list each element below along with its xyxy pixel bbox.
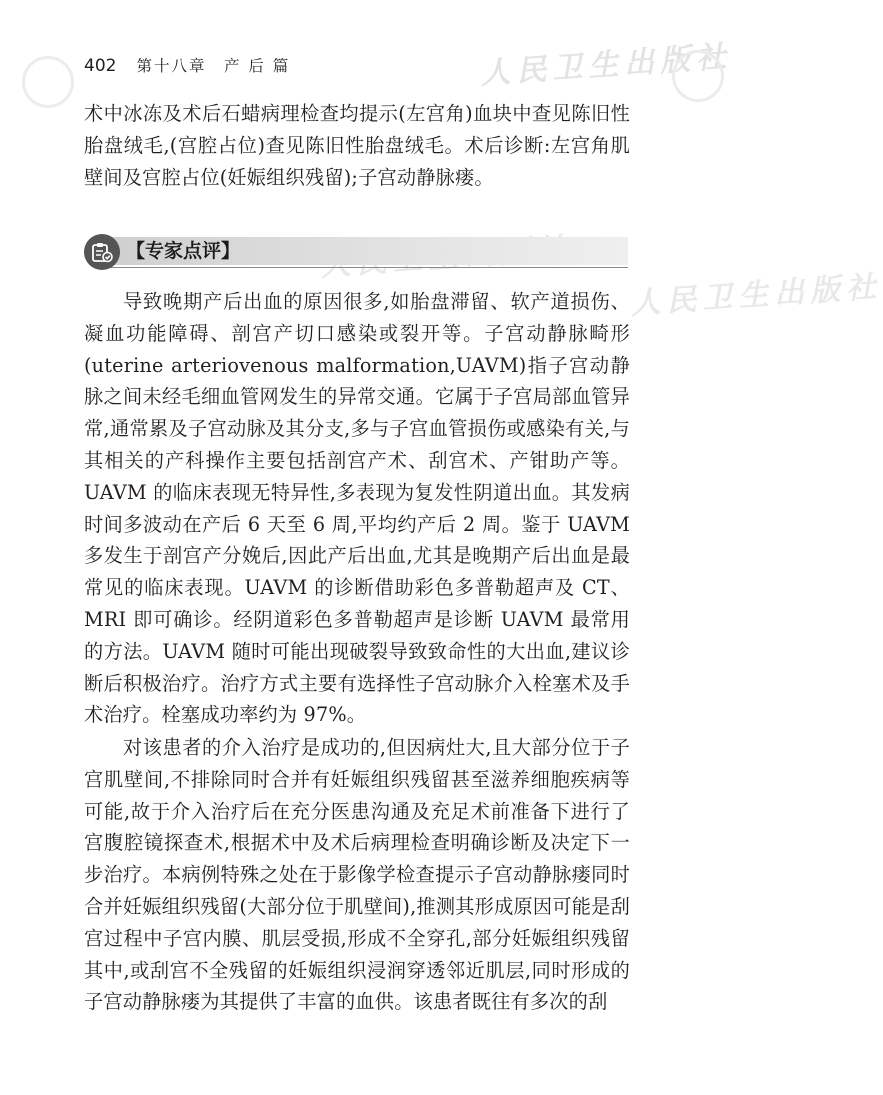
page-header bbox=[84, 54, 290, 80]
section-heading bbox=[84, 234, 628, 270]
body-paragraph-1: 导致晚期产后出血的原因很多,如胎盘滞留、软产道损伤、凝血功能障碍、剖宫产切口感染或裂开等。子宫动静脉畸形(uterine arteriovenous malformation,UAVM)指子宫动静脉之间未经毛细血管网发生的异常交通。它属于子宫局部血管异常,通常累及子宫动脉及其分支,多与子宫血管损伤或感染有关,与其相关的产科操作主要包括剖宫产术、刮宫术、产钳助产等。UAVM 的临床表现无特异性,多表现为复发性阴道出血。其发病时间多波动在产后 6 天至 6 周,平均约产后 2 周。鉴于 UAVM 多发生于剖宫产分娩后,因此产后出血,尤其是晚期产后出血是最常见的临床表现。UAVM 的诊断借助彩色多普勒超声及 CT、MRI 即可确诊。经阴道彩色多普勒超声是诊断 UAVM 最常用的方法。UAVM 随时可能出现破裂导致致命性的大出血,建议诊断后积极治疗。治疗方式主要有选择性子宫动脉介入栓塞术及手术治疗。栓塞成功率约为 97%。 bbox=[84, 290, 630, 727]
watermark-text: 人民卫生出版社 bbox=[629, 269, 883, 322]
section-title: 【专家点评】 bbox=[126, 240, 241, 262]
section-heading-underline bbox=[106, 267, 628, 268]
watermark-text: 人民卫生出版社 bbox=[479, 39, 734, 92]
body-paragraph-2: 对该患者的介入治疗是成功的,但因病灶大,且大部分位于子宫肌壁间,不排除同时合并有妊娠组织残留甚至滋养细胞疾病等可能,故于介入治疗后在充分医患沟通及充足术前准备下进行了宫腹腔镜探查术,根据术中及术后病理检查明确诊断及决定下一步治疗。本病例特殊之处在于影像学检查提示子宫动静脉瘘同时合并妊娠组织残留(大部分位于肌壁间),推测其形成原因可能是刮宫过程中子宫内膜、肌层受损,形成不全穿孔,部分妊娠组织残留其中,或刮宫不全残留的妊娠组织浸润穿透邻近肌层,同时形成的子宫动静脉瘘为其提供了丰富的血供。该患者既往有多次的刮 bbox=[84, 736, 630, 1014]
intro-paragraph: 术中冰冻及术后石蜡病理检查均提示(左宫角)血块中查见陈旧性胎盘绒毛,(宫腔占位)查见陈旧性胎盘绒毛。术后诊断:左宫角肌壁间及宫腔占位(妊娠组织残留);子宫动静脉瘘。 bbox=[84, 102, 630, 189]
page-number: 402 bbox=[84, 56, 117, 76]
chapter-title: 第十八章 产 后 篇 bbox=[136, 57, 291, 75]
watermark-seal bbox=[22, 56, 74, 108]
watermark-seal bbox=[672, 50, 724, 102]
clipboard-check-icon bbox=[84, 234, 120, 270]
